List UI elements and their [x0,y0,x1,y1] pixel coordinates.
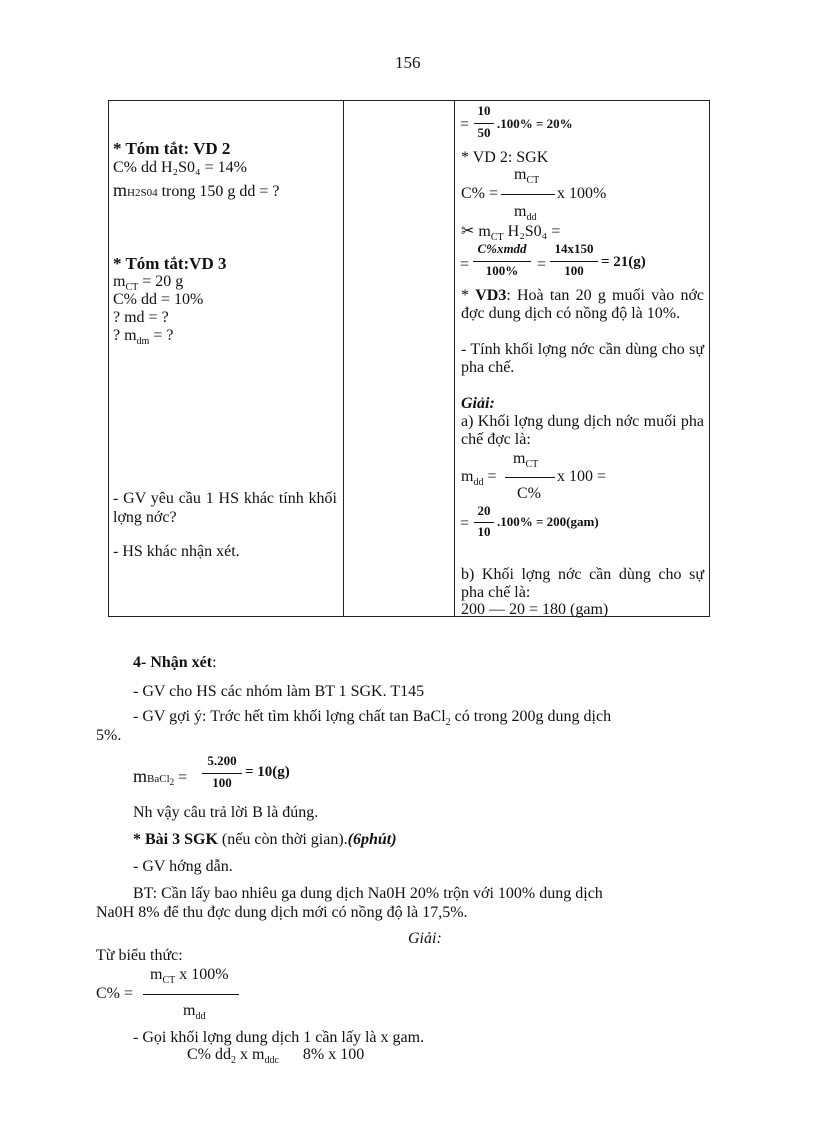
fraction-2-result: = 21(g) [601,254,646,270]
let-line: - Gọi khối lợng dung dịch 1 cần lấy là x gam. [133,1029,425,1046]
vd2-mass-question: mH2S04 trong 150 g dd = ? [113,180,280,200]
vd3-solute-mass: $m_{CT} = 20$ g [113,273,184,293]
cp-left: C% = [96,985,134,1002]
bacl2-mass-label: mBaCl2 = [133,766,188,787]
summary-table [108,100,710,617]
bt-line-2: Na0H 8% để thu đợc dung dịch mới có nồng độ là 17,5%. [96,904,468,921]
mdd-denominator: C% [517,485,541,502]
from-expression: Từ biểu thức: [96,947,183,964]
fraction-3-bar [474,522,494,523]
bacl2-numerator: 5.200 [207,753,237,768]
vd2-sgk-label: * VD 2: SGK [461,149,549,166]
bacl2-bar [202,773,242,774]
fraction-2b-denominator: 100 [564,263,584,278]
cpct-denominator: $m_{dd}$ [514,203,537,223]
part-b-text: b) Khối lợng nớc cần dùng cho sự pha chế là: [461,566,704,601]
solution-label: Giải: [461,395,495,412]
mdd-bar [505,477,555,478]
cp-numerator: $m_{CT}$ x 100% [150,966,229,986]
mdd-numerator: $m_{CT}$ [513,450,539,470]
bacl2-denominator: 100 [212,775,232,790]
fraction-2a-numerator: C%xmdd [477,241,527,256]
last-line: C% $dd_2$ x $m_{ddc}$ 8% x 100 [187,1046,365,1066]
part-b-result: 200 — 20 = 180 (gam) [461,601,609,618]
fraction-3-result: .100% = 200(gam) [497,514,599,529]
cpct-left: C% = [461,185,499,202]
fraction-1-result: .100% = 20% [497,116,573,131]
column-divider-1 [343,101,344,616]
vd3-problem-text: * VD3: Hoà tan 20 g muối vào nớc đợc dung dịch có nồng độ là 10%. [461,287,705,322]
body-line-2-cont: 5%. [96,727,122,744]
cpct-numerator: $m_{CT}$ [514,166,540,186]
answer-line: Nh vậy câu trả lời B là đúng. [133,804,319,821]
cp-denominator: $m_{dd}$ [183,1002,206,1022]
bt-line-1: BT: Cần lấy bao nhiêu ga dung dịch Na0H 20% trộn với 100% dung dịch [133,885,603,902]
fraction-2b-bar [550,261,598,262]
cpct-right: x 100% [557,185,607,202]
fraction-3-eq: = [460,515,470,532]
section-heading: 4- Nhận xét: [133,654,217,671]
vd3-task-text: - Tính khối lợng nớc cần dùng cho sự pha chế. [461,341,704,376]
mdd-right: x 100 = [557,468,607,485]
vd2-concentration: C% dd H₂S0₄ = 14% [113,159,247,176]
vd3-md-question: ? md = ? [113,309,169,326]
fraction-2-eq2: = [537,256,547,273]
fraction-2b-numerator: 14x150 [554,241,594,256]
vd3-mdm-question: ? $m_{dm}$ = ? [113,327,174,347]
fraction-1-eq: = [460,116,470,133]
gv-request-text: - GV yêu cầu 1 HS khác tính khối lợng nớc? [113,490,337,526]
vd3-concentration: C% dd = 10% [113,291,204,308]
gv-guide-line: - GV hớng dẫn. [133,858,233,875]
cpct-bar [501,194,555,195]
bacl2-result: = 10(g) [245,764,290,780]
fraction-2a-bar [473,261,531,262]
vd3-summary-title: * Tóm tắt:VD 3 [113,254,227,273]
hs-comment-text: - HS khác nhận xét. [113,543,240,560]
fraction-1-bar [474,123,494,124]
fraction-2-eq1: = [460,256,470,273]
fraction-3-denominator: 10 [477,524,491,539]
vd2-summary-title: * Tóm tắt: VD 2 [113,139,231,158]
part-a-text: a) Khối lợng dung dịch nớc muối pha chế đợc là: [461,413,704,448]
mdd-left: $m_{dd}$ = [461,468,497,488]
body-line-1: - GV cho HS các nhóm làm BT 1 SGK. T145 [133,683,425,700]
mct-h2so4-line: ✂ $m_{CT}$ H₂S0₄ = [461,221,561,243]
fraction-1-denominator: 50 [477,125,491,140]
body-line-2: - GV gợi ý: Trớc hết tìm khối lợng chất tan BaCl$_2$ có trong 200g dung dịch [133,708,612,728]
column-divider-2 [454,101,455,616]
scissors-icon: ✂ [461,221,475,240]
fraction-3-numerator: 20 [477,503,491,518]
solution-label-2: Giải: [408,930,442,947]
fraction-2a-denominator: 100% [485,263,519,278]
fraction-1-numerator: 10 [477,103,491,118]
bai3-line: * Bài 3 SGK (nếu còn thời gian).(6phút) [133,831,397,848]
cp-bar [143,994,239,995]
page-number: 156 [395,53,421,72]
